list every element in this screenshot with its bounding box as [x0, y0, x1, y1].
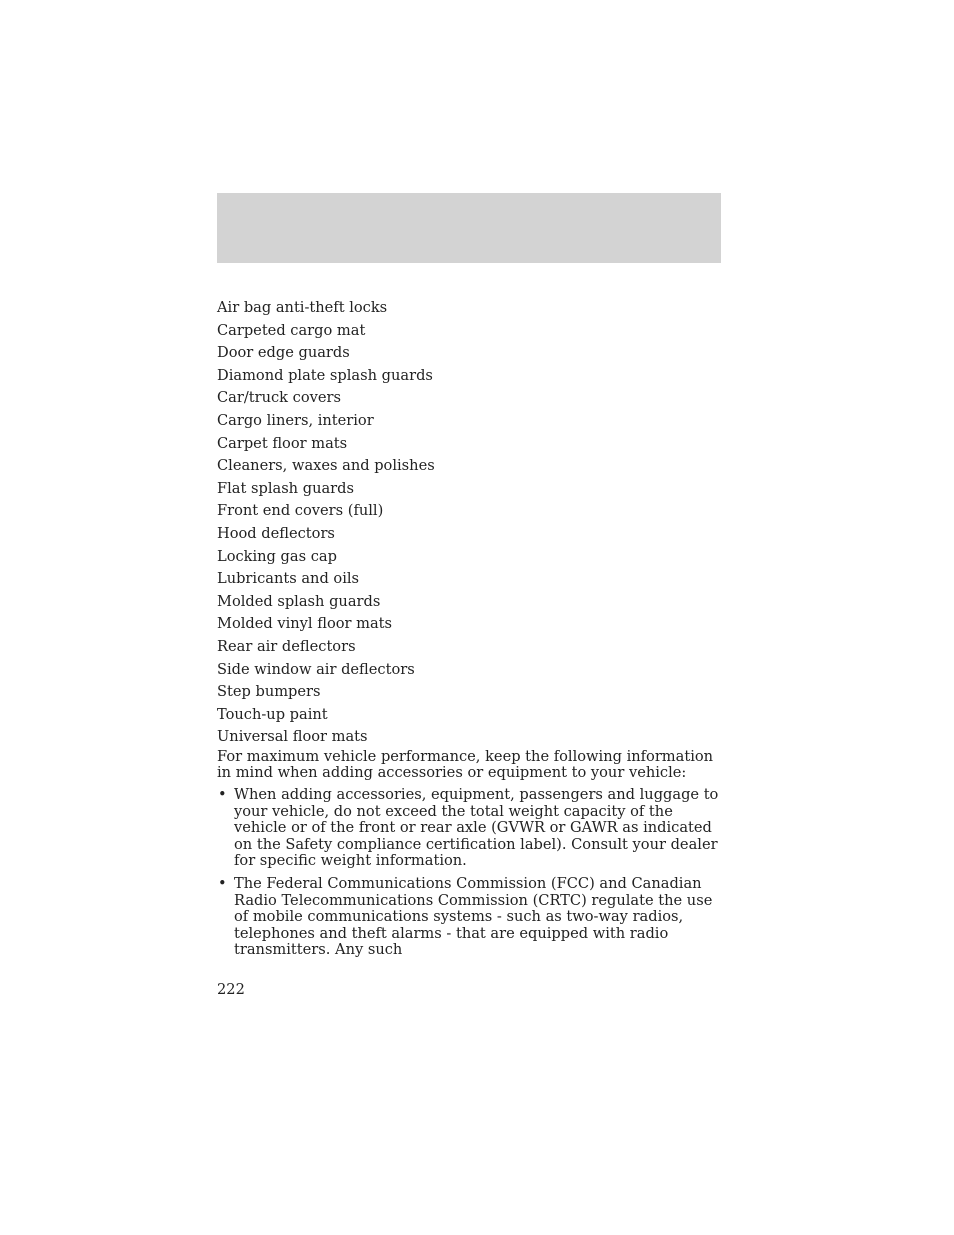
section-header-band — [217, 193, 721, 263]
list-item: Front end covers (full) — [217, 502, 384, 520]
list-item: Car/truck covers — [217, 389, 341, 407]
list-item: Universal floor mats — [217, 728, 368, 746]
list-item: Flat splash guards — [217, 479, 354, 497]
list-item: Locking gas cap — [217, 547, 337, 565]
list-item: Molded splash guards — [217, 592, 381, 610]
list-item: Cleaners, waxes and polishes — [217, 457, 435, 475]
page-content — [217, 297, 721, 965]
list-item: Carpeted cargo mat — [217, 321, 366, 339]
list-item: Touch-up paint — [217, 705, 328, 723]
intro-paragraph: For maximum vehicle performance, keep the following information in mind when adding accessories or equipment to your vehicle: — [217, 747, 714, 782]
bullet-text: When adding accessories, equipment, passengers and luggage to your vehicle, do not exceed the total weight capacity of the vehicle or of the front or rear axle (GVWR or GAWR as indicated on the Safety compliance certification label). Consult your dealer for specific weight information. — [234, 786, 719, 870]
accessory-list — [217, 297, 721, 749]
list-item: Rear air deflectors — [217, 637, 356, 655]
list-item: Hood deflectors — [217, 524, 335, 542]
page-number: 222 — [217, 981, 245, 998]
bullet-item — [217, 876, 721, 959]
list-item: Door edge guards — [217, 344, 350, 362]
list-item: Air bag anti-theft locks — [217, 299, 388, 316]
bullet-icon: • — [218, 875, 227, 893]
list-item: Cargo liners, interior — [217, 411, 374, 429]
list-item: Side window air deflectors — [217, 660, 415, 678]
list-item: Carpet floor mats — [217, 434, 348, 452]
bullet-item — [217, 787, 721, 870]
list-item: Diamond plate splash guards — [217, 366, 433, 384]
list-item: Molded vinyl floor mats — [217, 615, 393, 633]
list-item: Lubricants and oils — [217, 570, 360, 588]
bullet-text: The Federal Communications Commission (FCC) and Canadian Radio Telecommunications Commission (CRTC) regulate the use of mobile communications systems - such as two-way radios, telephones and theft alarms - that are equipped with radio transmitters. Any such — [234, 875, 713, 959]
bullet-list — [217, 787, 721, 959]
list-item: Step bumpers — [217, 683, 321, 701]
bullet-icon: • — [218, 786, 227, 804]
